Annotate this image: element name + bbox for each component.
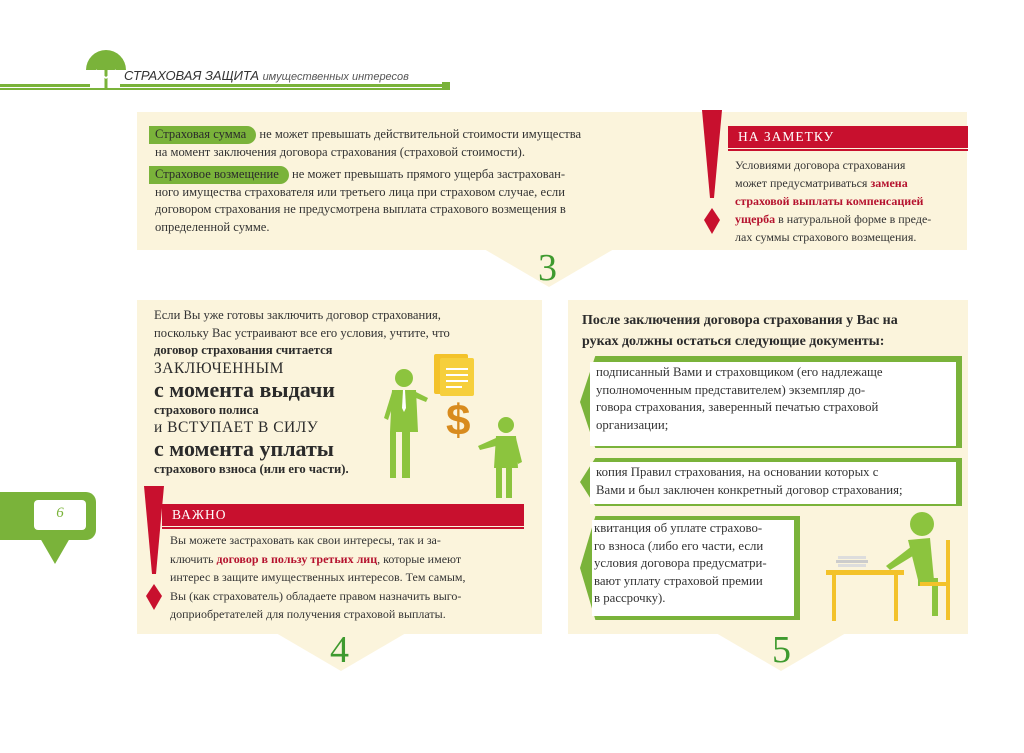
exclamation-icon: [698, 108, 726, 236]
doc2-line: копия Правил страхования, на основании которых с: [596, 465, 879, 479]
header-title: [124, 68, 409, 83]
person-icon: [476, 416, 532, 500]
big-line1: с момента выдачи: [154, 376, 335, 402]
doc2-line: Вами и был заключен конкретный договор страхования;: [596, 482, 903, 497]
bold-line3: страхового взноса (или его части).: [154, 462, 349, 476]
note-line4a: ущерба: [735, 212, 776, 226]
section-number-3: 3: [538, 247, 557, 289]
note-line3: страховой выплаты компенсацией: [735, 194, 924, 208]
important-line2a: ключить: [170, 551, 217, 566]
bold-line1: договор страхования считается: [154, 343, 333, 357]
term2-text3: договором страхования не предусмотрена выплата страхового возмещения в: [155, 202, 566, 216]
important-line2b: договор в пользу третьих лиц: [216, 551, 378, 566]
document-item-1: [590, 362, 956, 446]
dollar-icon: $: [446, 396, 471, 445]
doc3-line: в рассрочку).: [594, 591, 666, 605]
term2-text4: определенной сумме.: [155, 219, 270, 234]
doc3-line: го взноса (либо его части, если: [594, 538, 764, 553]
important-line1: Вы можете застраховать как свои интересы, так и за-: [170, 533, 441, 547]
doc1-line: говора страхования, заверенный печатью страховой: [596, 400, 879, 414]
term2-text: не может превышать прямого ущерба застрахован-: [291, 167, 566, 181]
doc3-line: вают уплату страховой премии: [594, 573, 763, 588]
important-line2c: , которые имеют: [377, 551, 462, 566]
important-line4: Вы (как страхователь) обладаете правом назначить выго-: [170, 588, 462, 603]
intro-line1: Если Вы уже готовы заключить договор страхования,: [154, 308, 441, 322]
important-title: ВАЖНО: [162, 504, 524, 526]
term2-text2: ного имущества страхователя или третьего лица при страховом случае, если: [155, 184, 565, 199]
term1-text: не может превышать действительной стоимости имущества: [259, 127, 582, 141]
note-title: НА ЗАМЕТКУ: [728, 126, 968, 148]
upper-line1: ЗАКЛЮЧЕННЫМ: [154, 359, 284, 377]
term-insured-sum: Страховая сумма: [149, 126, 256, 144]
person-icon: [382, 368, 428, 480]
doc1-line: организации;: [596, 417, 669, 432]
note-line2a: может предусматриваться: [735, 176, 871, 190]
bold-line2: страхового полиса: [154, 402, 259, 417]
document-item-2: [590, 462, 956, 504]
term1-text2: на момент заключения договора страхования (страховой стоимости).: [155, 144, 525, 159]
big-line2: с момента уплаты: [154, 436, 334, 461]
section5-heading2: руках должны остаться следующие документы:: [582, 334, 885, 349]
section-number-5: 5: [772, 629, 791, 671]
section-number-4: 4: [330, 629, 349, 671]
upper-line2a: и: [154, 419, 168, 436]
important-line3: интерес в защите имущественных интересов. Тем самым,: [170, 570, 466, 584]
doc3-line: квитанция об уплате страхово-: [594, 521, 763, 535]
upper-line2b: ВСТУПАЕТ В СИЛУ: [167, 419, 319, 436]
note-line2b: замена: [870, 176, 908, 190]
note-line1: Условиями договора страхования: [735, 158, 906, 172]
section5-heading1: После заключения договора страхования у Вас на: [582, 313, 898, 328]
doc1-line: уполномоченным представителем) экземпляр до-: [596, 382, 866, 397]
note-line5: лах суммы страхового возмещения.: [735, 230, 917, 244]
header-title-sub: имущественных интересов: [262, 71, 409, 83]
intro-line2: поскольку Вас устраивают все его условия, учтите, что: [154, 325, 450, 340]
doc3-line: условия договора предусматри-: [594, 556, 767, 570]
page-number: 6: [56, 505, 64, 521]
important-line5: доприобретателей для получения страховой выплаты.: [170, 607, 446, 621]
document-icon: [432, 352, 476, 398]
document-item-3: [592, 520, 794, 616]
header-title-main: СТРАХОВАЯ ЗАЩИТА: [124, 68, 260, 83]
desk-person-icon: [826, 510, 960, 622]
doc1-line: подписанный Вами и страховщиком (его надлежаще: [596, 365, 883, 379]
term-insurance-compensation: Страховое возмещение: [149, 166, 289, 184]
note-line4b: в натуральной форме в преде-: [775, 212, 932, 226]
